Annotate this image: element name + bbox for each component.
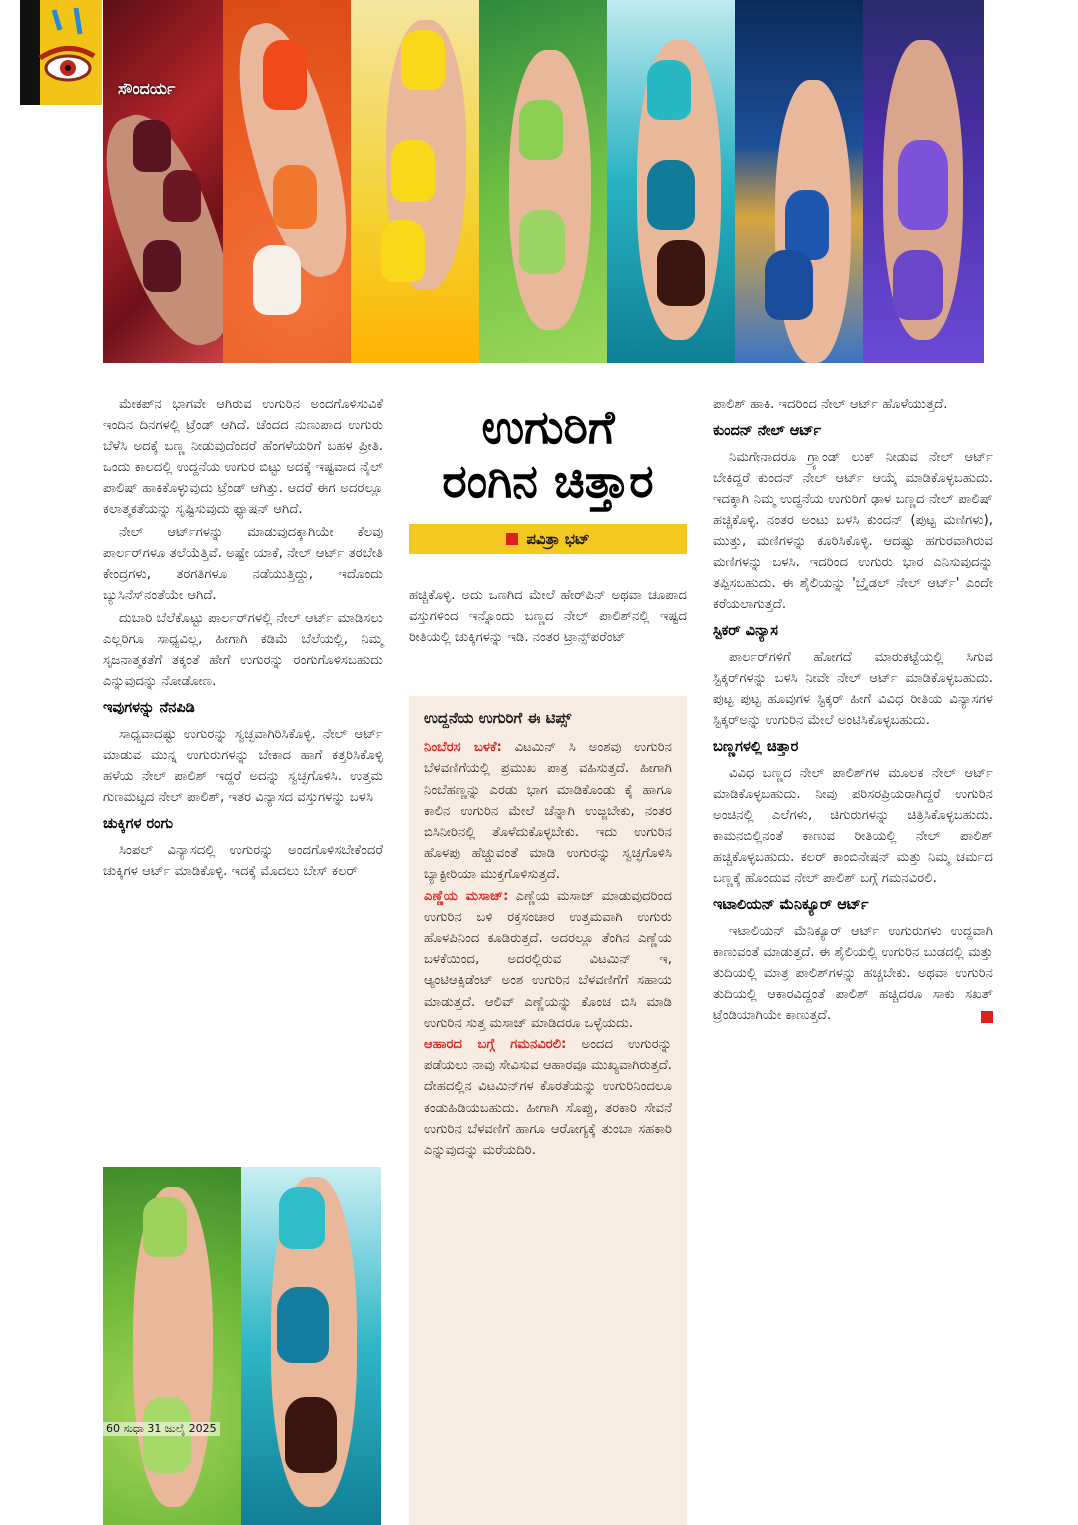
tip-lead: ಎಣ್ಣೆಯ ಮಸಾಜ್:: [424, 888, 509, 904]
paragraph: ನೇಲ್ ಆರ್ಟ್‌ಗಳನ್ನು ಮಾಡುವುದಕ್ಕಾಗಿಯೇ ಕೆಲವು ಪಾರ್ಲರ್‌ಗಳೂ ತಲೆಯೆತ್ತಿವೆ. ಅಷ್ಟೇ ಯಾಕೆ, ನೇಲ್ ಆರ್ಟ್ ತರಬೇತಿ ಕೇಂದ್ರಗಳು, ತರಗತಿಗಳೂ ನಡೆಯುತ್ತಿದ್ದು, ಇದೊಂದು ಬ್ಯುಸಿನೆಸ್‌ನಂತೆಯೇ ಆಗಿದೆ.: [103, 525, 383, 603]
red-square-icon: [506, 533, 518, 545]
author-byline: [409, 524, 687, 554]
photo-strip-blue: [735, 0, 863, 363]
article-title: [409, 400, 687, 508]
paragraph: ಸಾಧ್ಯವಾದಷ್ಟು ಉಗುರನ್ನು ಸ್ವಚ್ಛವಾಗಿರಿಸಿಕೊಳ್ಳಿ. ನೇಲ್ ಆರ್ಟ್ ಮಾಡುವ ಮುನ್ನ ಉಗುರುಗಳನ್ನು ಬೇಕಾದ ಹಾಗೆ ಕತ್ತರಿಸಿಕೊಳ್ಳಿ ಹಳೆಯ ನೇಲ್ ಪಾಲಿಶ್ ಇದ್ದರೆ ಅದನ್ನು ಸ್ವಚ್ಛಗೊಳಿಸಿ. ಉತ್ತಮ ಗುಣಮಟ್ಟದ ನೇಲ್ ಪಾಲಿಶ್, ಇತರ ವಿನ್ಯಾಸದ ವಸ್ತುಗಳನ್ನು ಬಳಸಿ: [103, 727, 383, 805]
paragraph: ವಿವಿಧ ಬಣ್ಣದ ನೇಲ್ ಪಾಲಿಶ್‌ಗಳ ಮೂಲಕ ನೇಲ್ ಆರ್ಟ್ ಮಾಡಿಕೊಳ್ಳಬಹುದು. ನೀವು ಪರಿಸರಪ್ರಿಯರಾಗಿದ್ದರೆ ಉಗುರಿನ ಅಂಚಿನಲ್ಲಿ ಎಲೆಗಳು, ಚಿಗುರುಗಳನ್ನು ಚಿತ್ರಿಸಿಕೊಳ್ಳಬಹುದು. ಕಾಮನಬಿಲ್ಲಿನಂತೆ ಕಾಣುವ ರೀತಿಯಲ್ಲಿ ನೇಲ್ ಪಾಲಿಶ್ ಹಚ್ಚಿಕೊಳ್ಳಬಹುದು. ಕಲರ್ ಕಾಂಬಿನೇಷನ್ ಮತ್ತು ನಿಮ್ಮ ಚರ್ಮದ ಬಣ್ಣಕ್ಕೆ ಹೊಂದುವ ನೇಲ್ ಪಾಲಿಶ್ ಬಗ್ಗೆ ಗಮನವಿರಲಿ.: [713, 766, 993, 886]
tip-text: ವಿಟಮಿನ್ ಸಿ ಅಂಶವು ಉಗುರಿನ ಬೆಳವಣಿಗೆಯಲ್ಲಿ ಪ್ರಮುಖ ಪಾತ್ರ ವಹಿಸುತ್ತದೆ. ಹೀಗಾಗಿ ನಿಂಬೆಹಣ್ಣನ್ನು ಎರಡು ಭಾಗ ಮಾಡಿಕೊಂಡು ಕೈ ಹಾಗೂ ಕಾಲಿನ ಉಗುರಿನ ಮೇಲೆ ಚೆನ್ನಾಗಿ ಉಜ್ಜಬೇಕು, ನಂತರ ಬಿಸಿನೀರಿನಲ್ಲಿ ತೊಳೆದುಕೊಳ್ಳಬೇಕು. ಇದು ಉಗುರಿನ ಹೊಳಪು ಹೆಚ್ಚುವಂತೆ ಮಾಡಿ ಉಗುರನ್ನು ಸ್ವಚ್ಛಗೊಳಿಸಿ ಬ್ಯಾಕ್ಟೀರಿಯಾ ಮುಕ್ತಗೊಳಿಸುತ್ತದೆ.: [424, 740, 672, 883]
paragraph: ಪಾರ್ಲರ್‌ಗಳಿಗೆ ಹೋಗದೆ ಮಾರುಕಟ್ಟೆಯಲ್ಲಿ ಸಿಗುವ ಸ್ಟಿಕ್ಕರ್‌ಗಳನ್ನು ಬಳಸಿ ನೀವೇ ನೇಲ್ ಆರ್ಟ್ ಮಾಡಿಕೊಳ್ಳಬಹುದು. ಪುಟ್ಟ ಪುಟ್ಟ ಹೂವುಗಳ ಸ್ಟಿಕ್ಕರ್ ಹೀಗೆ ವಿವಿಧ ರೀತಿಯ ವಿನ್ಯಾಸಗಳ ಸ್ಟಿಕ್ಕರ್‌ಅನ್ನು ಉಗುರಿನ ಮೇಲೆ ಅಂಟಿಸಿಕೊಳ್ಳಬಹುದು.: [713, 650, 993, 728]
paragraph: ಹಚ್ಚಿಕೊಳ್ಳಿ. ಅದು ಒಣಗಿದ ಮೇಲೆ ಹೇರ್‌ಪಿನ್ ಅಥವಾ ಚೂಪಾದ ವಸ್ತುಗಳಿಂದ ಇನ್ನೊಂದು ಬಣ್ಣದ ನೇಲ್ ಪಾಲಿಶ್‌ನಲ್ಲಿ ಇಷ್ಟದ ರೀತಿಯಲ್ಲಿ ಚುಕ್ಕಿಗಳನ್ನು ಇಡಿ. ನಂತರ ಟ್ರಾನ್ಸ್‌ಪರೆಂಟ್: [409, 588, 687, 645]
author-name: ಪವಿತ್ರಾ ಭಟ್: [526, 530, 590, 548]
section-label: ಸೌಂದರ್ಯ: [118, 79, 176, 98]
photo-green-nails: [103, 1167, 241, 1525]
end-mark-icon: [981, 1011, 993, 1023]
tip-lead: ಆಹಾರದ ಬಗ್ಗೆ ಗಮನವಿರಲಿ:: [424, 1037, 567, 1053]
subheading: ಸ್ಟಿಕರ್ ವಿನ್ಯಾಸ: [713, 623, 778, 639]
title-line-2: ರಂಗಿನ ಚಿತ್ತಾರ: [442, 454, 654, 508]
subheading: ಕುಂದನ್ ನೇಲ್ ಆರ್ಟ್: [713, 423, 821, 439]
subheading: ಇಟಾಲಿಯನ್ ಮೆನಿಕ್ಯೂರ್ ಆರ್ಟ್: [713, 897, 869, 913]
tip-text: ಅಂದದ ಉಗುರನ್ನು ಪಡೆಯಲು ನಾವು ಸೇವಿಸುವ ಆಹಾರವೂ ಮುಖ್ಯವಾಗಿರುತ್ತದೆ. ದೇಹದಲ್ಲಿನ ವಿಟಮಿನ್‌ಗಳ ಕೊರತೆಯನ್ನು ಉಗುರಿನಿಂದಲೂ ಕಂಡುಹಿಡಿಯಬಹುದು. ಹೀಗಾಗಿ ಸೊಪ್ಪು, ತರಕಾರಿ ಸೇವನೆ ಉಗುರಿನ ಬೆಳವಣಿಗೆ ಹಾಗೂ ಆರೋಗ್ಯಕ್ಕೆ ತುಂಬಾ ಸಹಕಾರಿ ಎನ್ನುವುದನ್ನು ಮರೆಯದಿರಿ.: [424, 1037, 672, 1159]
article-column-2: [409, 585, 687, 650]
photo-strip-turquoise: [607, 0, 735, 363]
paragraph-text: ಇಟಾಲಿಯನ್ ಮೆನಿಕ್ಯೂರ್ ಆರ್ಟ್ ಉಗುರುಗಳು ಉದ್ದವಾಗಿ ಕಾಣುವಂತೆ ಮಾಡುತ್ತದೆ. ಈ ಶೈಲಿಯಲ್ಲಿ ಉಗುರಿನ ಬುಡದಲ್ಲಿ ಮತ್ತು ತುದಿಯಲ್ಲಿ ಮಾತ್ರ ಪಾಲಿಶ್‌ಗಳನ್ನು ಹಚ್ಚಬೇಕು. ಅಥವಾ ಉಗುರಿನ ತುದಿಯಲ್ಲಿ ಆಕಾರವಿದ್ದಂತೆ ಪಾಲಿಶ್ ಹಚ್ಚಿದರೂ ಸಾಕು ಸಖತ್ ಟ್ರೆಂಡಿಯಾಗಿಯೇ ಕಾಣುತ್ತದೆ.: [713, 924, 993, 1023]
tip-item: [424, 886, 672, 1034]
photo-strip-orange: [223, 0, 351, 363]
article-column-1: [103, 394, 383, 884]
paragraph: ಮೇಕಪ್‌ನ ಭಾಗವೇ ಆಗಿರುವ ಉಗುರಿನ ಅಂದಗೊಳಿಸುವಿಕೆ ಇಂದಿನ ದಿನಗಳಲ್ಲಿ ಟ್ರೆಂಡ್ ಆಗಿದೆ. ಚೆಂದದ ನುಣುಪಾದ ಉಗುರು ಬೆಳೆಸಿ ಅದಕ್ಕೆ ಬಣ್ಣ ನೀಡುವುದೆಂದರೆ ಹೆಂಗಳೆಯರಿಗೆ ಬಹಳ ಪ್ರೀತಿ. ಒಂದು ಕಾಲದಲ್ಲಿ ಉದ್ದನೆಯ ಉಗುರ ಬಿಟ್ಟು ಅದಕ್ಕೆ ಇಷ್ಟವಾದ ನೈಲ್ ಪಾಲಿಷ್ ಹಾಕಿಕೊಳ್ಳುವುದು ಟ್ರೆಂಡ್ ಆಗಿತ್ತು. ಆದರೆ ಈಗ ಅದರಲ್ಲೂ ಕಲಾತ್ಮಕತೆಯನ್ನು ಸೃಷ್ಟಿಸುವುದು ಫ್ಯಾಷನ್ ಆಗಿದೆ.: [103, 397, 383, 517]
subheading: ಇವುಗಳನ್ನು ನೆನಪಿಡಿ: [103, 700, 195, 716]
photo-strip-purple: [863, 0, 984, 363]
tip-lead: ನಿಂಬೆರಸ ಬಳಕೆ:: [424, 740, 502, 756]
tip-item: [424, 737, 672, 885]
tips-content: [424, 708, 672, 1161]
banner-photo-collage: [103, 0, 992, 363]
bottom-photo: [103, 1167, 381, 1525]
tip-item: [424, 1034, 672, 1161]
title-line-1: ಉಗುರಿಗೆ: [481, 400, 615, 454]
paragraph: [713, 921, 993, 1026]
section-logo: [20, 0, 102, 105]
photo-strip-yellow: [351, 0, 479, 363]
paragraph: ಸಿಂಪಲ್ ವಿನ್ಯಾಸದಲ್ಲಿ ಉಗುರನ್ನು ಅಂದಗೊಳಿಸಬೇಕೆಂದರೆ ಚುಕ್ಕಿಗಳ ಆರ್ಟ್ ಮಾಡಿಕೊಳ್ಳಿ. ಇದಕ್ಕೆ ಮೊದಲು ಬೇಸ್ ಕಲರ್: [103, 843, 383, 879]
tip-text: ಎಣ್ಣೆಯ ಮಸಾಜ್ ಮಾಡುವುದರಿಂದ ಉಗುರಿನ ಬಳಿ ರಕ್ತಸಂಚಾರ ಉತ್ತಮವಾಗಿ ಉಗುರು ಹೊಳಪಿನಿಂದ ಕೂಡಿರುತ್ತದೆ. ಅದರಲ್ಲೂ ತೆಂಗಿನ ಎಣ್ಣೆಯ ಬಳಕೆಯಿಂದ, ಅದರಲ್ಲಿರುವ ವಿಟಮಿನ್ ಇ, ಆ್ಯಂಟಿಆಕ್ಸಿಡೆಂಟ್ ಅಂಶ ಉಗುರಿನ ಬೆಳವಣಿಗೆಗೆ ಸಹಾಯ ಮಾಡುತ್ತದೆ. ಆಲಿವ್ ಎಣ್ಣೆಯನ್ನು ಕೊಂಚ ಬಿಸಿ ಮಾಡಿ ಉಗುರಿನ ಸುತ್ತ ಮಸಾಜ್ ಮಾಡಿದರೂ ಒಳ್ಳೆಯದು.: [424, 888, 673, 1031]
paragraph: ಪಾಲಿಶ್ ಹಾಕಿ. ಇದರಿಂದ ನೇಲ್ ಆರ್ಟ್ ಹೊಳೆಯುತ್ತದೆ.: [713, 397, 948, 412]
photo-strip-red: [103, 0, 223, 363]
photo-turquoise-nails: [241, 1167, 381, 1525]
article-column-3: [713, 394, 993, 1028]
subheading: ಚುಕ್ಕಿಗಳ ರಂಗು: [103, 816, 173, 832]
subheading: ಬಣ್ಣಗಳಲ್ಲಿ ಚಿತ್ತಾರ: [713, 739, 799, 755]
paragraph: ದುಬಾರಿ ಬೆಲೆಕೊಟ್ಟು ಪಾರ್ಲರ್‌ಗಳಲ್ಲಿ ನೇಲ್ ಆರ್ಟ್ ಮಾಡಿಸಲು ಎಲ್ಲರಿಗೂ ಸಾಧ್ಯವಿಲ್ಲ, ಹೀಗಾಗಿ ಕಡಿಮೆ ಬೆಲೆಯಲ್ಲಿ, ನಿಮ್ಮ ಸೃಜನಾತ್ಮಕತೆಗೆ ತಕ್ಕಂತೆ ಹೇಗೆ ಉಗುರನ್ನು ರಂಗುಗೊಳಿಸಬಹುದು ಎನ್ನುವುದನ್ನು ನೋಡೋಣ.: [103, 611, 383, 689]
eye-icon: [20, 0, 102, 105]
tips-title: ಉದ್ದನೆಯ ಉಗುರಿಗೆ ಈ ಟಿಪ್ಸ್: [424, 709, 572, 727]
page-footer: 60 ಸುಧಾ 31 ಜುಲೈ 2025: [103, 1422, 220, 1436]
paragraph: ನಿಮಗೇನಾದರೂ ಗ್ರ್ಯಾಂಡ್ ಲುಕ್ ನೀಡುವ ನೇಲ್ ಆರ್ಟ್ ಬೇಕಿದ್ದರೆ ಕುಂದನ್ ನೇಲ್ ಆರ್ಟ್ ಆಯ್ಕೆ ಮಾಡಿಕೊಳ್ಳಬಹುದು. ಇದಕ್ಕಾಗಿ ನಿಮ್ಮ ಉದ್ದನೆಯ ಉಗುರಿಗೆ ಢಾಳ ಬಣ್ಣದ ನೇಲ್ ಪಾಲಿಷ್ ಹಚ್ಚಿಕೊಳ್ಳಿ. ನಂತರ ಅಂಟು ಬಳಸಿ ಕುಂದನ್ (ಪುಟ್ಟ ಮಣಿಗಳು), ಮುತ್ತು, ಮಣಿಗಳನ್ನು ಕೂರಿಸಿಕೊಳ್ಳಿ. ಆದಷ್ಟು ಹಗುರವಾಗಿರುವ ಮಣಿಗಳನ್ನು ಬಳಸಿ. ಇದರಿಂದ ಉಗುರು ಭಾರ ಎನಿಸುವುದನ್ನು ತಪ್ಪಿಸಬಹುದು. ಈ ಶೈಲಿಯನ್ನು 'ಬ್ರೈಡಲ್ ನೇಲ್ ಆರ್ಟ್' ಎಂದೇ ಕರೆಯಲಾಗುತ್ತದೆ.: [713, 450, 993, 612]
photo-strip-green: [479, 0, 607, 363]
